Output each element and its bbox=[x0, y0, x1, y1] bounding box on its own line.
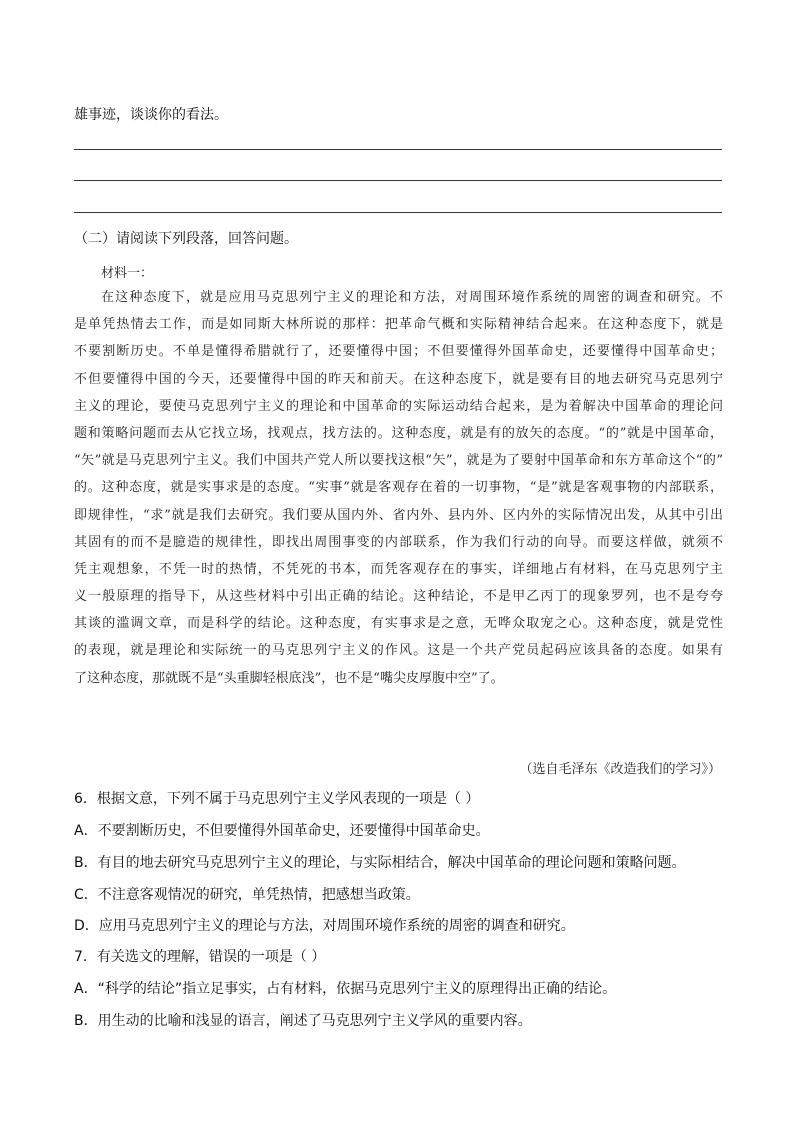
answer-line-2 bbox=[74, 180, 722, 181]
answer-line-1 bbox=[74, 149, 722, 150]
passage-line: 义一般原理的指导下，从这些材料中引出正确的结论。这种结论，不是甲乙丙丁的现象罗列，也不是夸夸 bbox=[74, 589, 723, 605]
passage-line: “矢”就是马克思列宁主义。我们中国共产党人所以要找这根“矢”，就是为了要射中国革命和东方革命这个“的” bbox=[74, 453, 723, 469]
passage-line: 题和策略问题而去从它找立场，找观点，找方法的。这种态度，就是有的放矢的态度。“的”就是中国革命， bbox=[74, 425, 723, 441]
passage-line: 的表现，就是理论和实际统一的马克思列宁主义的作风。这是一个共产党员起码应该具备的态度。如果有 bbox=[74, 643, 723, 659]
passage-line: 不要割断历史。不单是懂得希腊就行了，还要懂得中国；不但要懂得外国革命史，还要懂得中国革命史； bbox=[74, 344, 723, 360]
question-7-option-a: A．“科学的结论”指立足事实，占有材料，依据马克思列宁主义的原理得出正确的结论。 bbox=[74, 981, 617, 997]
passage-line: 凭主观想象，不凭一时的热情，不凭死的书本，而凭客观存在的事实，详细地占有材料，在马克思列宁主 bbox=[74, 561, 723, 577]
answer-line-3 bbox=[74, 212, 722, 213]
question-7-stem: 7．有关选文的理解，错误的一项是（ ） bbox=[74, 949, 326, 965]
question-6-option-c: C．不注意客观情况的研究，单凭热情，把感想当政策。 bbox=[74, 887, 420, 903]
question-6-option-b: B．有目的地去研究马克思列宁主义的理论，与实际相结合，解决中国革命的理论问题和策略问题。 bbox=[74, 855, 686, 871]
passage-source: （选自毛泽东《改造我们的学习》） bbox=[519, 762, 721, 777]
passage-line: 即规律性，“求”就是我们去研究。我们要从国内外、省内外、县内外、区内外的实际情况出发，从其中引出 bbox=[74, 507, 723, 523]
previous-question-tail: 雄事迹，谈谈你的看法。 bbox=[74, 107, 228, 123]
question-7-option-b: B．用生动的比喻和浅显的语言，阐述了马克思列宁主义学风的重要内容。 bbox=[74, 1013, 532, 1029]
passage-line: 的。这种态度，就是实事求是的态度。“实事”就是客观存在着的一切事物，“是”就是客观事物的内部联系， bbox=[74, 480, 723, 496]
passage-line: 是单凭热情去工作，而是如同斯大林所说的那样：把革命气概和实际精神结合起来。在这种态度下，就是 bbox=[74, 317, 723, 333]
question-6-stem: 6．根据文意，下列不属于马克思列宁主义学风表现的一项是（ ） bbox=[74, 791, 480, 807]
passage-line: 主义的理论，要使马克思列宁主义的理论和中国革命的实际运动结合起来，是为着解决中国革命的理论问 bbox=[74, 398, 723, 414]
passage-line: 不但要懂得中国的今天，还要懂得中国的昨天和前天。在这种态度下，就是要有目的地去研究马克思列宁 bbox=[74, 371, 723, 387]
passage-line: 其固有的而不是臆造的规律性，即找出周围事变的内部联系，作为我们行动的向导。而要这样做，就须不 bbox=[74, 534, 723, 550]
question-6-option-a: A．不要割断历史，不但要懂得外国革命史，还要懂得中国革命史。 bbox=[74, 823, 490, 839]
passage-line: 了这种态度，那就既不是“头重脚轻根底浅”，也不是“嘴尖皮厚腹中空”了。 bbox=[74, 670, 504, 686]
passage-line: 在这种态度下，就是应用马克思列宁主义的理论和方法，对周围环境作系统的周密的调查和研究。不 bbox=[101, 290, 723, 305]
question-6-option-d: D．应用马克思列宁主义的理论与方法，对周围环境作系统的周密的调查和研究。 bbox=[74, 918, 575, 934]
section-title: （二）请阅读下列段落，回答问题。 bbox=[74, 231, 298, 247]
reading-passage bbox=[74, 284, 723, 692]
material-label: 材料一： bbox=[101, 266, 154, 281]
passage-line: 其谈的滥调文章，而是科学的结论。这种态度，有实事求是之意，无哗众取宠之心。这种态度，就是党性 bbox=[74, 616, 723, 632]
